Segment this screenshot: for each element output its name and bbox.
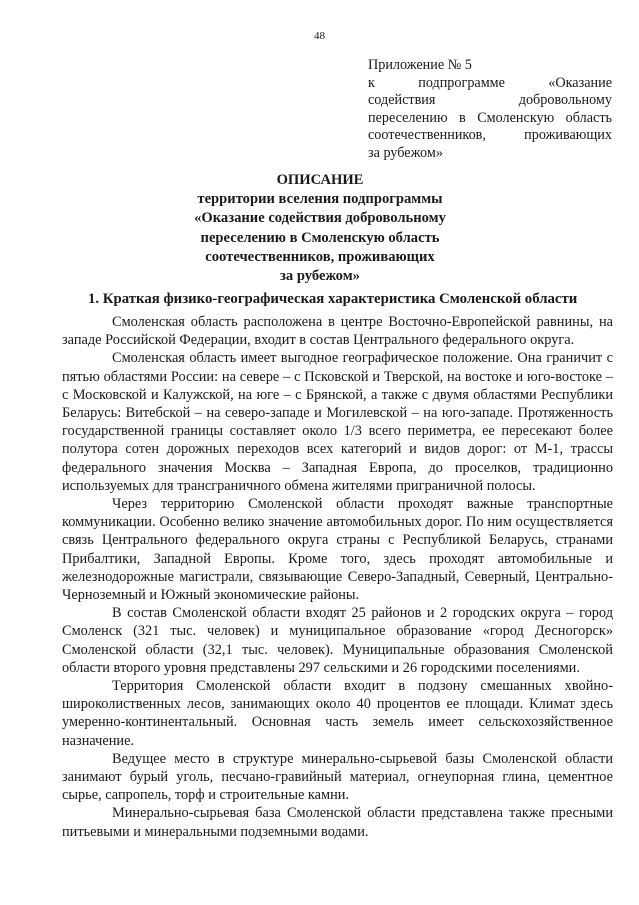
appendix-reference	[368, 57, 612, 163]
paragraph: Территория Смоленской области входит в подзону смешанных хвойно-широколиственных лесов, занимающих около 40 процентов ее площади. Климат здесь умеренно-континентальный. Основная часть земель имеет сельскохозяйственное назначение.	[62, 678, 613, 749]
heading-line: за рубежом»	[280, 268, 360, 285]
appendix-line: соотечественников, проживающих	[368, 127, 612, 144]
document-heading	[150, 171, 490, 286]
appendix-line: к подпрограмме «Оказание	[368, 74, 612, 91]
paragraph: Смоленская область имеет выгодное географическое положение. Она граничит с пятью областями России: на севере – с Псковской и Тверской, на востоке и юго-востоке – с Московской и Калужской, на юге – с Брянской, а также с двумя областями Республики Беларусь: Витебской – на северо-западе и Могилевской – на юго-западе. Протяженность государственной границы составляет около 1/3 всего периметра, ее пересекают более полутора сотен дорожных переходов всех категорий и видов дорог: от М-1, трассы федерального значения Москва – Западная Европа, до проселков, традиционно используемых для трансграничного обмена жителями приграничной полосы.	[62, 350, 613, 494]
heading-title: ОПИСАНИЕ	[276, 172, 364, 188]
heading-line: переселению в Смоленскую область	[200, 229, 440, 246]
page-number: 48	[314, 30, 325, 42]
paragraph: Минерально-сырьевая база Смоленской области представлена также пресными питьевыми и минеральными подземными водами.	[62, 805, 613, 840]
heading-line: соотечественников, проживающих	[205, 248, 435, 265]
paragraph: В состав Смоленской области входят 25 районов и 2 городских округа – город Смоленск (321 тыс. человек) и муниципальное образование «город Десногорск» Смоленской области (32,1 тыс. человек). Муниципальные образования Смоленской области второго уровня представлены 297 сельскими и 26 городскими поселениями.	[62, 605, 613, 676]
appendix-line: за рубежом»	[368, 144, 443, 161]
body-text	[62, 313, 613, 841]
heading-line: «Оказание содействия добровольному	[194, 210, 446, 227]
appendix-line: Приложение № 5	[368, 57, 472, 73]
heading-line: территории вселения подпрограммы	[197, 191, 443, 208]
section-title: 1. Краткая физико-географическая характеристика Смоленской области	[88, 291, 578, 307]
paragraph: Ведущее место в структуре минерально-сырьевой базы Смоленской области занимают бурый уголь, песчано-гравийный материал, огнеупорная глина, цементное сырье, сапропель, торф и строительные камни.	[62, 750, 613, 804]
appendix-line: содействия добровольному	[368, 92, 612, 109]
paragraph: Смоленская область расположена в центре Восточно-Европейской равнины, на западе Российской Федерации, входит в состав Центрального федерального округа.	[62, 314, 613, 349]
paragraph: Через территорию Смоленской области проходят важные транспортные коммуникации. Особенно велико значение автомобильных дорог. По ним осуществляется связь Центрального федерального округа страны с Республикой Беларусь, странами Прибалтики, Западной Европы. Кроме того, здесь проходят автомобильные и железнодорожные магистрали, связывающие Северо-Западный, Северный, Центрально-Черноземный и Южный экономические районы.	[62, 496, 613, 604]
appendix-line: переселению в Смоленскую область	[368, 109, 612, 126]
